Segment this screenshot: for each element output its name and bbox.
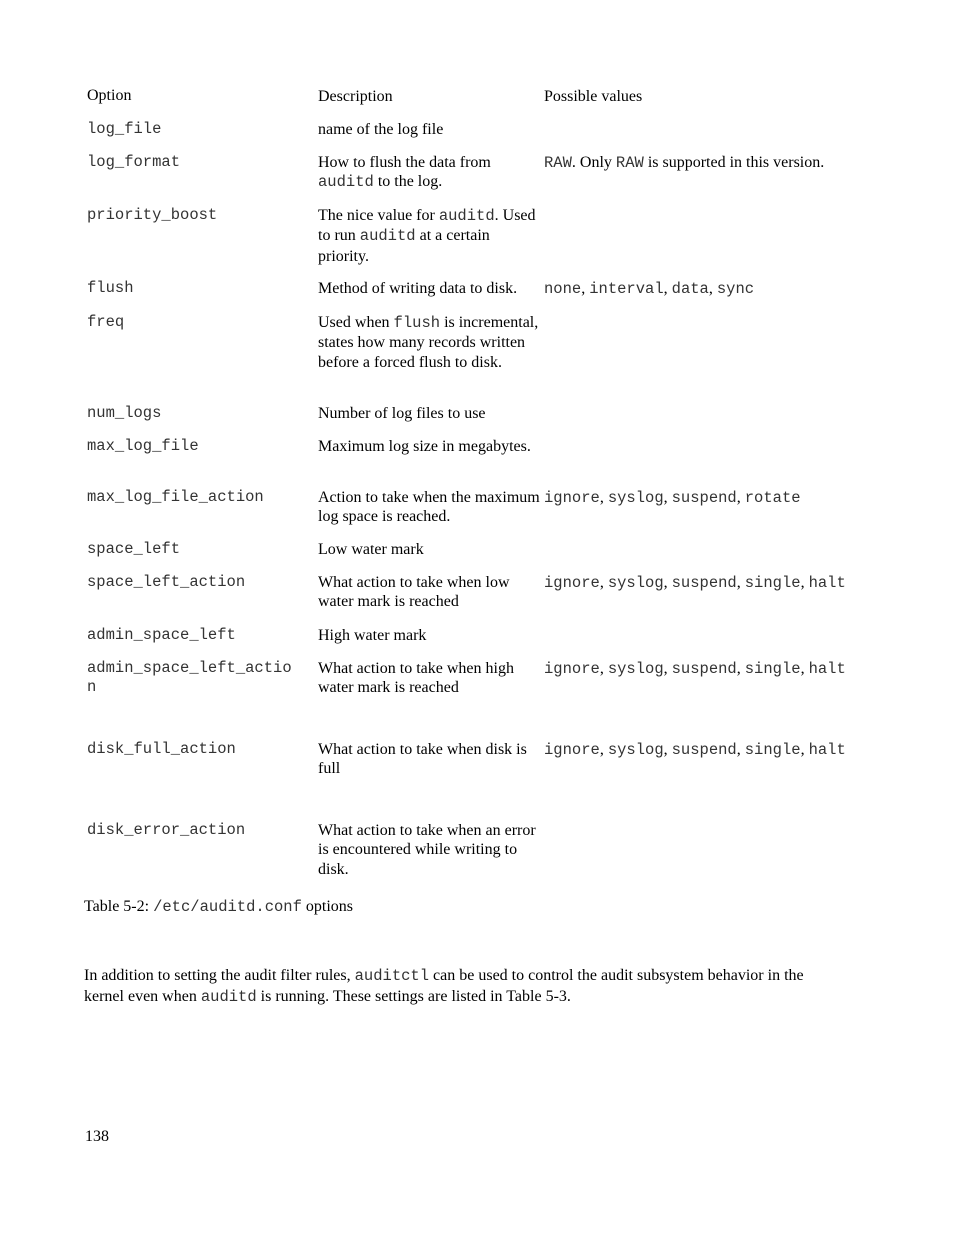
code-text: syslog [607, 741, 664, 759]
code-text: suspend [671, 660, 737, 678]
table-header-option: Option [87, 87, 132, 104]
text-run: , [736, 741, 745, 758]
option-name: log_format [87, 153, 181, 171]
text-run: In addition to setting the audit filter rules, [84, 967, 355, 984]
body-paragraph [84, 966, 844, 1007]
text-run: name of the log file [318, 121, 444, 138]
option-name: priority_boost [87, 206, 218, 224]
code-text: single [744, 660, 801, 678]
code-text: ignore [544, 660, 600, 678]
option-name: flush [87, 279, 134, 297]
text-run: , [599, 741, 608, 758]
table-header-possible-values: Possible values [544, 88, 643, 105]
text-run: is supported in this version. [643, 154, 825, 171]
code-text: rotate [744, 489, 801, 507]
text-run: , [663, 489, 672, 506]
text-run: to the log. [373, 173, 443, 191]
page-number: 138 [85, 1128, 109, 1145]
text-run: , [800, 660, 809, 677]
option-name: freq [87, 313, 125, 331]
text-run: Maximum log size in megabytes. [318, 438, 531, 455]
code-text: syslog [607, 489, 664, 507]
option-description [318, 540, 540, 559]
table-header-description: Description [318, 88, 393, 105]
code-text: single [744, 574, 801, 592]
text-run: How to flush the data from [318, 154, 491, 171]
code-text: RAW [544, 154, 572, 172]
option-name: disk_full_action [87, 740, 236, 758]
text-run: , [663, 280, 672, 297]
text-run: Action to take when the maximum log space is reached. [318, 489, 540, 526]
text-run: , [736, 489, 745, 506]
text-run: What action to take when high water mark is reached [318, 660, 514, 697]
option-name: admin_space_left [87, 626, 236, 644]
text-run: , [599, 489, 608, 506]
text-run: , [800, 574, 809, 591]
option-description [318, 120, 540, 139]
code-text: sync [716, 280, 755, 298]
text-run: , [736, 660, 745, 677]
table-caption [84, 898, 353, 916]
text-run: , [663, 574, 672, 591]
text-run: is running. These settings are listed in Table 5-3. [256, 987, 571, 1005]
code-text: interval [589, 280, 664, 298]
option-name: max_log_file_action [87, 488, 264, 506]
option-name: admin_space_left_actio n [87, 659, 292, 697]
text-run: , [708, 280, 717, 297]
text-run: What action to take when disk is full [318, 741, 527, 778]
code-text: single [744, 741, 801, 759]
option-name: space_left [87, 540, 181, 558]
code-text: syslog [607, 660, 664, 678]
code-text: halt [808, 660, 846, 678]
text-run: , [663, 660, 672, 677]
code-text: RAW [615, 154, 644, 172]
code-text: halt [808, 574, 846, 592]
option-description [318, 740, 540, 779]
code-text: flush [393, 314, 441, 332]
text-run: , [599, 660, 608, 677]
code-text: auditd [318, 173, 374, 192]
option-description [318, 404, 540, 423]
code-text: halt [808, 741, 846, 759]
option-description [318, 659, 540, 698]
text-run: High water mark [318, 627, 427, 644]
text-run: . Only [571, 154, 616, 171]
code-text: ignore [544, 574, 600, 592]
text-run: Low water mark [318, 541, 424, 558]
text-run: , [599, 574, 608, 591]
code-text: suspend [671, 574, 737, 592]
text-run: options [301, 898, 354, 915]
option-description [318, 153, 540, 193]
option-description [318, 821, 540, 879]
code-text: auditctl [354, 967, 430, 985]
text-run: is incremental, states how many records written before a forced flush to disk. [318, 314, 539, 371]
text-run: . Used to run [318, 207, 536, 245]
option-possible-values [544, 740, 854, 760]
option-description [318, 573, 540, 612]
option-description [318, 206, 540, 266]
option-name: disk_error_action [87, 821, 246, 839]
code-text: auditd [359, 227, 416, 246]
option-possible-values [544, 279, 854, 299]
text-run: Table 5-2: [84, 898, 154, 915]
option-description [318, 437, 540, 456]
text-run: Number of log files to use [318, 405, 486, 422]
text-run: , [800, 741, 809, 758]
option-name: log_file [87, 120, 162, 138]
code-text: data [671, 280, 709, 298]
option-description [318, 279, 540, 298]
option-possible-values [544, 659, 854, 679]
code-text: ignore [544, 741, 600, 759]
option-description [318, 488, 540, 527]
option-possible-values [544, 153, 854, 173]
text-run: Method of writing data to disk. [318, 280, 518, 297]
code-text: suspend [671, 741, 737, 759]
text-run: What action to take when an error is encountered while writing to disk. [318, 822, 536, 878]
text-run: , [736, 574, 745, 591]
code-text: suspend [671, 489, 737, 507]
text-run: , [663, 741, 672, 758]
option-name: space_left_action [87, 573, 246, 591]
code-text: auditd [438, 207, 495, 225]
text-run: at a certain priority. [318, 227, 490, 265]
option-name: max_log_file [87, 437, 199, 455]
option-possible-values [544, 573, 854, 593]
text-run: can be used to control the audit subsystem behavior in the kernel even when [84, 967, 804, 1005]
code-text: auditd [200, 987, 257, 1006]
option-possible-values [544, 488, 854, 508]
option-description [318, 626, 540, 645]
code-text: /etc/auditd.conf [153, 898, 302, 916]
text-run: What action to take when low water mark is reached [318, 574, 510, 611]
text-run: The nice value for [318, 207, 439, 224]
text-run: Used when [318, 314, 394, 331]
option-name: num_logs [87, 404, 162, 422]
code-text: syslog [607, 574, 664, 592]
text-run: , [581, 280, 590, 297]
option-description [318, 313, 540, 372]
code-text: ignore [544, 489, 600, 507]
code-text: none [544, 280, 582, 298]
